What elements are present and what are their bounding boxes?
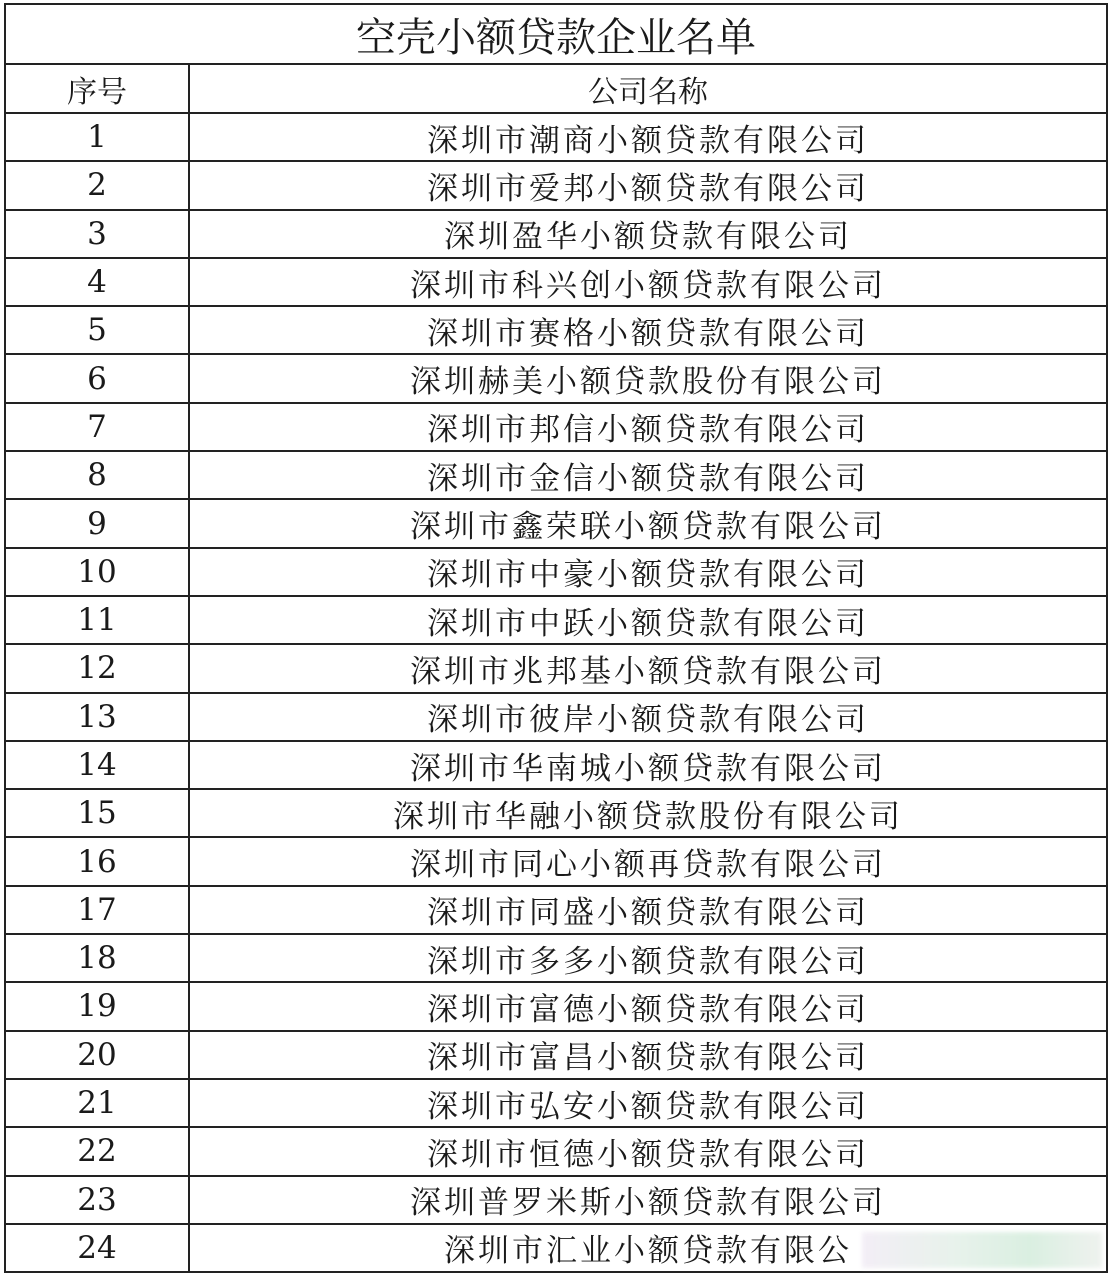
- company-name: 深圳市科兴创小额贷款有限公司: [189, 258, 1107, 306]
- table-row: [5, 499, 1107, 547]
- row-index: 7: [5, 403, 189, 451]
- company-name: 深圳市潮商小额贷款有限公司: [189, 113, 1107, 161]
- row-index: 13: [5, 693, 189, 741]
- company-name: 深圳市邦信小额贷款有限公司: [189, 403, 1107, 451]
- company-name: 深圳市赛格小额贷款有限公司: [189, 306, 1107, 354]
- table-title: 空壳小额贷款企业名单: [5, 4, 1107, 64]
- row-index: 2: [5, 161, 189, 209]
- company-name: 深圳市弘安小额贷款有限公司: [189, 1079, 1107, 1127]
- company-name: 深圳市汇业小额贷款有限公: [189, 1224, 1107, 1272]
- company-name: 深圳市华南城小额贷款有限公司: [189, 741, 1107, 789]
- table-row: [5, 741, 1107, 789]
- table-row: [5, 934, 1107, 982]
- company-name: 深圳普罗米斯小额贷款有限公司: [189, 1176, 1107, 1224]
- company-name: 深圳市鑫荣联小额贷款有限公司: [189, 499, 1107, 547]
- row-index: 20: [5, 1031, 189, 1079]
- table-row: [5, 451, 1107, 499]
- table-row: [5, 693, 1107, 741]
- table-row: [5, 837, 1107, 885]
- company-name: 深圳市金信小额贷款有限公司: [189, 451, 1107, 499]
- table-row: [5, 548, 1107, 596]
- table-row: [5, 354, 1107, 402]
- table-row: [5, 1079, 1107, 1127]
- row-index: 17: [5, 886, 189, 934]
- row-index: 18: [5, 934, 189, 982]
- table-row: [5, 644, 1107, 692]
- row-index: 8: [5, 451, 189, 499]
- table-row: [5, 789, 1107, 837]
- table-row: [5, 1127, 1107, 1175]
- table-row: [5, 258, 1107, 306]
- table-row: [5, 403, 1107, 451]
- watermark: [862, 1232, 1102, 1268]
- company-name: 深圳赫美小额贷款股份有限公司: [189, 354, 1107, 402]
- table-row: [5, 596, 1107, 644]
- row-index: 12: [5, 644, 189, 692]
- company-name: 深圳市彼岸小额贷款有限公司: [189, 693, 1107, 741]
- header-company-name: 公司名称: [189, 64, 1107, 113]
- table-row: [5, 1176, 1107, 1224]
- table-row: [5, 210, 1107, 258]
- row-index: 14: [5, 741, 189, 789]
- row-index: 10: [5, 548, 189, 596]
- row-index: 5: [5, 306, 189, 354]
- row-index: 22: [5, 1127, 189, 1175]
- company-name: 深圳市华融小额贷款股份有限公司: [189, 789, 1107, 837]
- row-index: 4: [5, 258, 189, 306]
- row-index: 24: [5, 1224, 189, 1272]
- row-index: 9: [5, 499, 189, 547]
- row-index: 11: [5, 596, 189, 644]
- company-name: 深圳市同盛小额贷款有限公司: [189, 886, 1107, 934]
- row-index: 23: [5, 1176, 189, 1224]
- table-row: [5, 113, 1107, 161]
- company-list-table: [4, 3, 1108, 1273]
- table-row: [5, 1031, 1107, 1079]
- row-index: 19: [5, 982, 189, 1030]
- company-name: 深圳盈华小额贷款有限公司: [189, 210, 1107, 258]
- table-row: [5, 886, 1107, 934]
- company-name: 深圳市兆邦基小额贷款有限公司: [189, 644, 1107, 692]
- row-index: 21: [5, 1079, 189, 1127]
- company-name: 深圳市中跃小额贷款有限公司: [189, 596, 1107, 644]
- company-name: 深圳市中豪小额贷款有限公司: [189, 548, 1107, 596]
- row-index: 3: [5, 210, 189, 258]
- company-name: 深圳市爱邦小额贷款有限公司: [189, 161, 1107, 209]
- table-row: [5, 306, 1107, 354]
- row-index: 16: [5, 837, 189, 885]
- table-row: [5, 161, 1107, 209]
- row-index: 6: [5, 354, 189, 402]
- company-name: 深圳市富昌小额贷款有限公司: [189, 1031, 1107, 1079]
- row-index: 1: [5, 113, 189, 161]
- header-index: 序号: [5, 64, 189, 113]
- company-name: 深圳市恒德小额贷款有限公司: [189, 1127, 1107, 1175]
- company-name: 深圳市多多小额贷款有限公司: [189, 934, 1107, 982]
- row-index: 15: [5, 789, 189, 837]
- company-name: 深圳市同心小额再贷款有限公司: [189, 837, 1107, 885]
- table-row: [5, 982, 1107, 1030]
- company-name: 深圳市富德小额贷款有限公司: [189, 982, 1107, 1030]
